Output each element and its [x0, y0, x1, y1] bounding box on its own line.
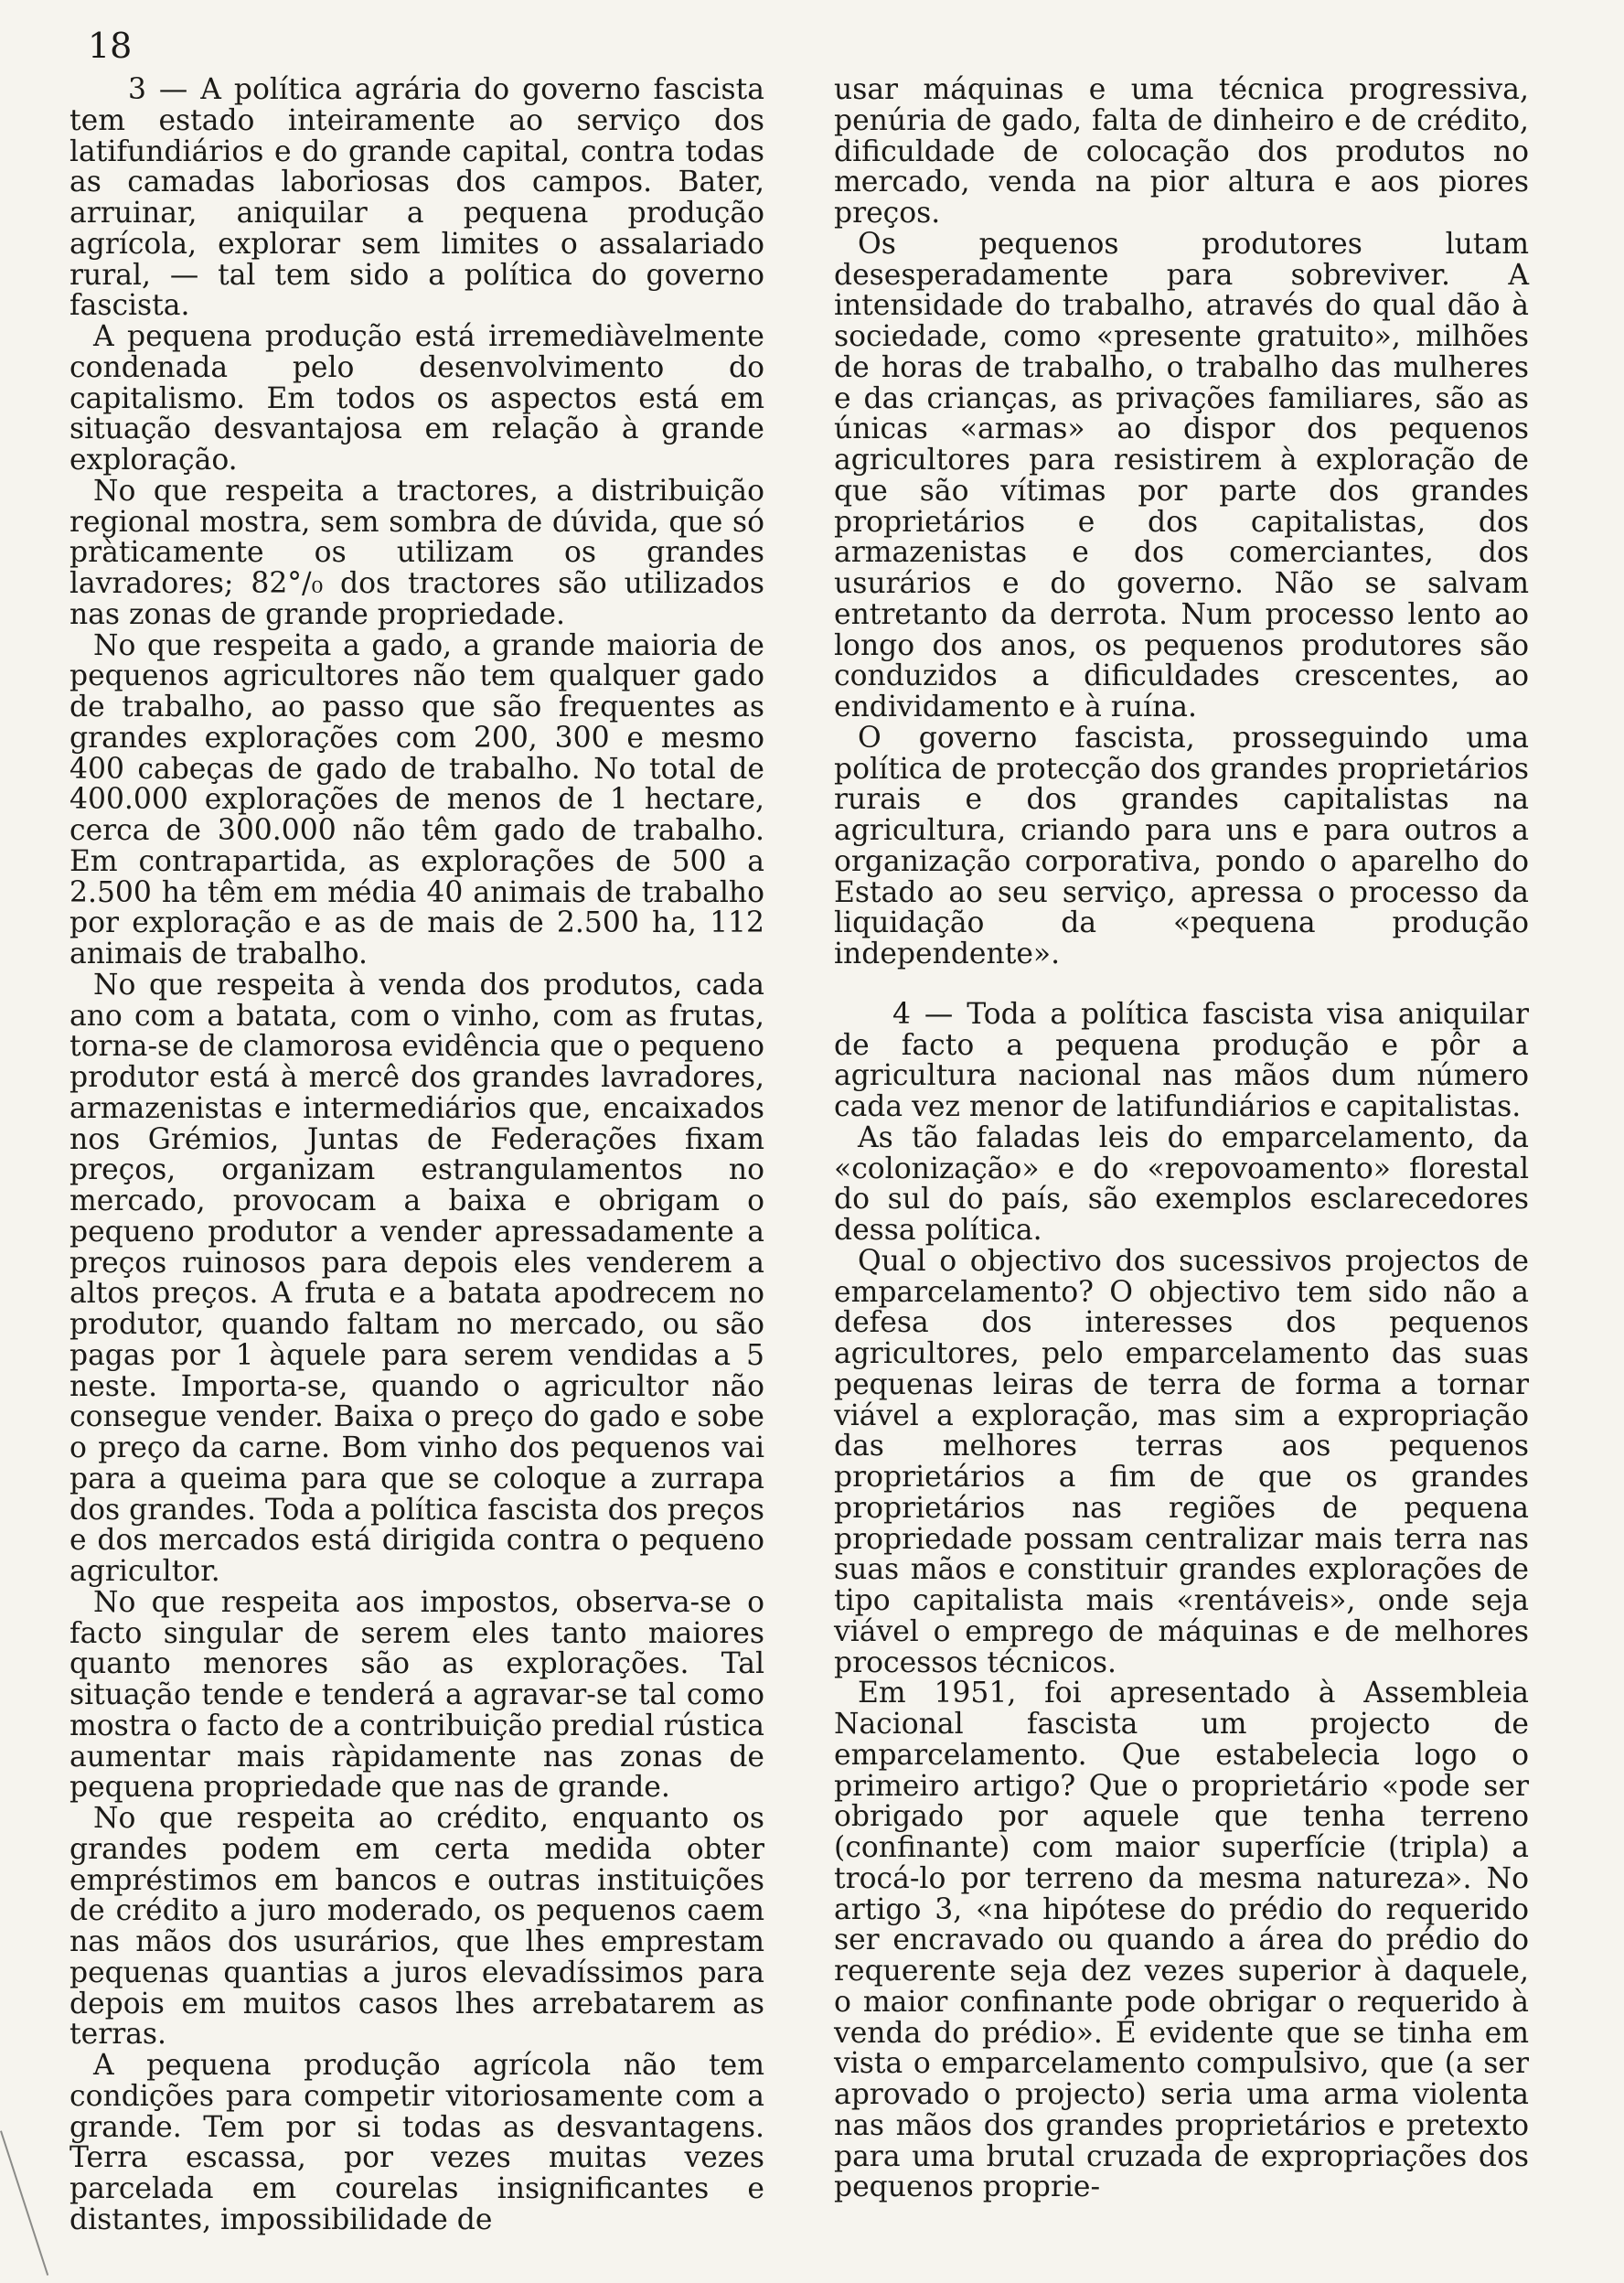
paragraph: No que respeita aos impostos, observa-se o facto singular de serem eles tanto maiores quanto menores são as explorações. Tal situação tende e tenderá a agravar-se tal como mostra o facto de a contribuição predial rústica aumentar mais ràpidamente nas zonas de pequena propriedade que nas de grande.	[69, 1585, 764, 1805]
paragraph: Qual o objectivo dos sucessivos projectos de emparcelamento? O objectivo tem sido não a defesa dos interesses dos pequenos agricultores, pelo emparcelamento das suas pequenas leiras de terra de forma a tornar viável a exploração, mas sim a expropriação das melhores terras aos pequenos proprietários a fim de que os grandes proprietários nas regiões de pequena propriedade possam centralizar mais terra nas suas mãos e constituir grandes explorações de tipo capitalista mais «rentáveis», onde seja viável o emprego de máquinas e de melhores processos técnicos.	[834, 1244, 1529, 1679]
paragraph: No que respeita à venda dos produtos, cada ano com a batata, com o vinho, com as frutas, torna-se de clamorosa evidência que o pequeno produtor está à mercê dos grandes lavradores, armazenistas e intermediários que, encaixados nos Grémios, Juntas de Federações fixam preços, organizam estrangulamentos no mercado, provocam a baixa e obrigam o pequeno produtor a vender apressadamente a preços ruinosos para depois eles venderem a altos preços. A fruta e a batata apodrecem no produtor, quando faltam no mercado, ou são pagas por 1 àquele para serem vendidas a 5 neste. Importa-se, quando o agricultor não consegue vender. Baixa o preço do gado e sobe o preço da carne. Bom vinho dos pequenos vai para a queima para que se coloque a zurrapa dos grandes. Toda a política fascista dos preços e dos mercados está dirigida contra o pequeno agricultor.	[69, 968, 764, 1588]
paragraph: A pequena produção está irremediàvelmente condenada pelo desenvolvimento do capitalismo. Em todos os aspectos está em situação desvantajosa em relação à grande exploração.	[69, 320, 764, 477]
paragraph: usar máquinas e uma técnica progressiva, penúria de gado, falta de dinheiro e de crédito, dificuldade de colocação dos produtos no mercado, venda na pior altura e aos piores preços.	[834, 73, 1529, 230]
paragraph: O governo fascista, prosseguindo uma política de protecção dos grandes proprietários rurais e dos grandes capitalistas na agricultura, criando para uns e para outros a organização corporativa, pondo o aparelho do Estado ao seu serviço, apressa o processo da liquidação da «pequena produção independente».	[834, 721, 1529, 970]
paragraph: No que respeita a tractores, a distribuição regional mostra, sem sombra de dúvida, que só pràticamente os utilizam os grandes lavradores; 82°/₀ dos tractores são utilizados nas zonas de grande propriedade.	[69, 474, 764, 631]
paragraph: No que respeita a gado, a grande maioria de pequenos agricultores não tem qualquer gado de trabalho, ao passo que são frequentes as grandes explorações com 200, 300 e mesmo 400 cabeças de gado de trabalho. No total de 400.000 explorações de menos de 1 hectare, cerca de 300.000 não têm gado de trabalho. Em contrapartida, as explorações de 500 a 2.500 ha têm em média 40 animais de trabalho por exploração e as de mais de 2.500 ha, 112 animais de trabalho.	[69, 628, 764, 970]
paragraph: No que respeita ao crédito, enquanto os grandes podem em certa medida obter empréstimos em bancos e outras instituições de crédito a juro moderado, os pequenos caem nas mãos dos usurários, que lhes emprestam pequenas quantias a juros elevadíssimos para depois em muitos casos lhes arrebatarem as terras.	[69, 1802, 764, 2052]
paragraph: 3 — A política agrária do governo fascista tem estado inteiramente ao serviço dos latifundiários e do grande capital, contra todas as camadas laboriosas dos campos. Bater, arruinar, aniquilar a pequena produção agrícola, explorar sem limites o assalariado rural, — tal tem sido a política do governo fascista.	[69, 73, 764, 323]
right-column	[834, 75, 1529, 2203]
paragraph: As tão faladas leis do emparcelamento, da «colonização» e do «repovoamento» florestal do sul do país, são exemplos esclarecedores dessa política.	[834, 1120, 1529, 1247]
left-column	[69, 75, 764, 2236]
section-paragraph: 4 — Toda a política fascista visa aniquilar de facto a pequena produção e pôr a agricultura nacional nas mãos dum número cada vez menor de latifundiários e capitalistas.	[834, 997, 1529, 1123]
scan-edge-mark	[0, 2122, 75, 2276]
paragraph: A pequena produção agrícola não tem condições para competir vitoriosamente com a grande. Tem por si todas as desvantagens. Terra escassa, por vezes muitas vezes parcelada em courelas insignificantes e distantes, impossibilidade de	[69, 2049, 764, 2236]
page-number: 18	[88, 26, 133, 66]
paragraph: Em 1951, foi apresentado à Assembleia Nacional fascista um projecto de emparcelamento. Que estabelecia logo o primeiro artigo? Que o proprietário «pode ser obrigado por aquele que tenha terreno (confinante) com maior superfície (tripla) a trocá-lo por terreno da mesma natureza». No artigo 3, «na hipótese do prédio do requerido ser encravado ou quando a área do prédio do requerente seja dez vezes superior à daquele, o maior confinante pode obrigar o requerido à venda do prédio». É evidente que se tinha em vista o emparcelamento compulsivo, que (a ser aprovado o projecto) seria uma arma violenta nas mãos dos grandes proprietários e pretexto para uma brutal cruzada de expropriações dos pequenos proprie-	[834, 1677, 1529, 2204]
paragraph: Os pequenos produtores lutam desesperadamente para sobreviver. A intensidade do trabalho, através do qual dão à sociedade, como «presente gratuito», milhões de horas de trabalho, o trabalho das mulheres e das crianças, as privações familiares, são as únicas «armas» ao dispor dos pequenos agricultores para resistirem à exploração de que são vítimas por parte dos grandes proprietários e dos capitalistas, dos armazenistas e dos comerciantes, dos usurários e do governo. Não se salvam entretanto da derrota. Num processo lento ao longo dos anos, os pequenos produtores são conduzidos a dificuldades crescentes, ao endividamento e à ruína.	[834, 227, 1529, 723]
